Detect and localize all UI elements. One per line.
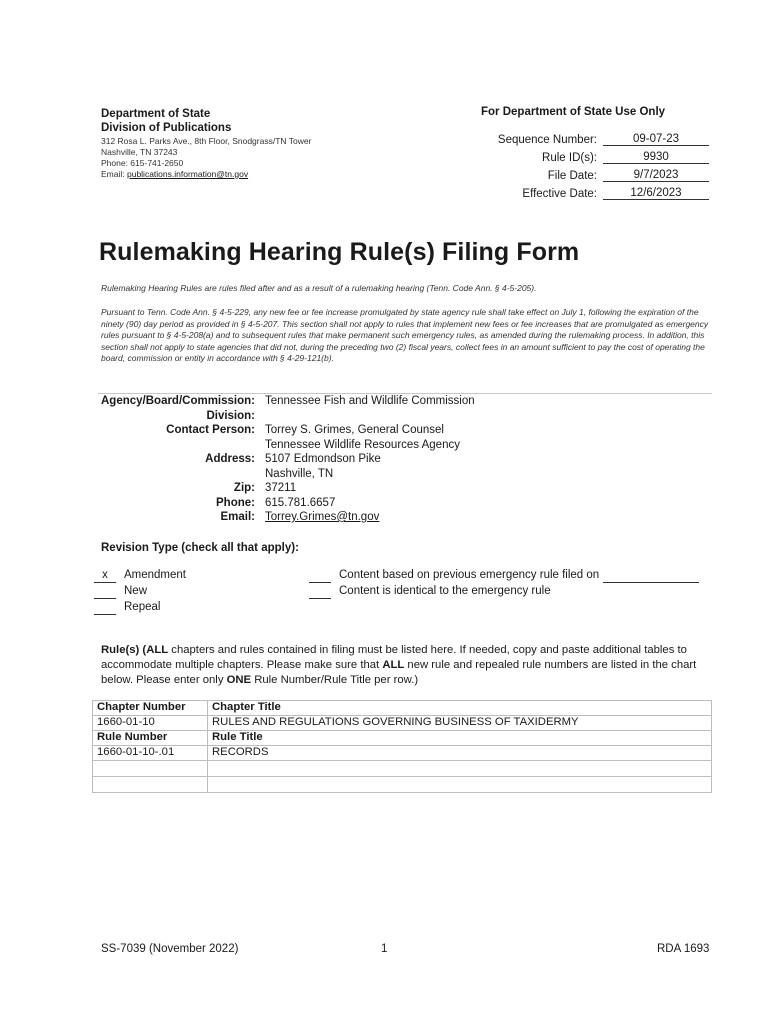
- email-label: Email:: [220, 511, 255, 523]
- address-label: Address:: [205, 453, 255, 465]
- publisher-address: [101, 136, 311, 180]
- phone-line: Phone: 615-741-2650: [101, 158, 184, 168]
- rule-number-cell: 1660-01-10-.01: [93, 746, 208, 761]
- division-row: [98, 409, 712, 424]
- revision-type-heading: Revision Type (check all that apply):: [101, 542, 299, 554]
- field-label: File Date:: [547, 170, 597, 182]
- table-row: [93, 746, 712, 761]
- address-row: [98, 452, 712, 467]
- emergency-identical-option[interactable]: [309, 583, 699, 599]
- effective-date-row: [480, 182, 710, 200]
- state-use-only-heading: For Department of State Use Only: [481, 106, 666, 118]
- email-row: [98, 510, 712, 525]
- phone-label: Phone:: [216, 496, 255, 509]
- chapter-title-header: Chapter Title: [208, 701, 712, 716]
- state-use-fields: [480, 128, 710, 200]
- contact-value: Torrey S. Grimes, General Counsel: [265, 424, 444, 436]
- field-label: Effective Date:: [522, 188, 597, 200]
- publisher-block: [101, 107, 231, 135]
- chapter-number-header: Chapter Number: [93, 701, 208, 716]
- emergency-based-option[interactable]: [309, 567, 699, 583]
- city-line: Nashville, TN 37243: [101, 147, 178, 157]
- chapter-number-cell: 1660-01-10: [93, 716, 208, 731]
- empty-cell: [208, 777, 712, 793]
- empty-cell: [93, 777, 208, 793]
- rules-heading: Rule(s) (: [101, 644, 147, 656]
- repeal-checkbox[interactable]: [94, 601, 116, 615]
- emphasis-all: ALL: [382, 659, 405, 671]
- new-checkbox[interactable]: [94, 585, 116, 599]
- sequence-number-value: 09-07-23: [603, 133, 709, 146]
- amendment-option[interactable]: [94, 567, 186, 583]
- rule-id-value: 9930: [603, 151, 709, 164]
- department-name: Department of State: [101, 108, 211, 120]
- revision-right-options: [309, 567, 699, 599]
- agency-row: [98, 394, 712, 409]
- city-value: Nashville, TN: [265, 467, 334, 480]
- email-label: Email:: [101, 169, 127, 179]
- zip-row: [98, 481, 712, 496]
- table-row: [93, 731, 712, 746]
- amendment-checkbox[interactable]: x: [94, 569, 116, 583]
- table-row: [93, 761, 712, 777]
- address-value: 5107 Edmondson Pike: [265, 453, 381, 465]
- file-date-row: [480, 164, 710, 182]
- empty-label: [98, 438, 265, 453]
- rules-table: [92, 700, 712, 793]
- new-option[interactable]: [94, 583, 186, 599]
- division-label: Division:: [206, 409, 255, 422]
- city-row: [98, 467, 712, 482]
- chapter-title-cell: RULES AND REGULATIONS GOVERNING BUSINESS OF TAXIDERMY: [208, 716, 712, 731]
- address-line: 312 Rosa L. Parks Ave., 8th Floor, Snodgrass/TN Tower: [101, 136, 312, 146]
- division-name: Division of Publications: [101, 122, 232, 134]
- form-subtitle: Rulemaking Hearing Rules are rules filed after and as a result of a rulemaking hearing (Tenn. Code Ann. § 4-5-205).: [101, 283, 537, 293]
- contact-row: [98, 423, 712, 438]
- repeal-option[interactable]: [94, 599, 186, 615]
- agency-value: Tennessee Fish and Wildlife Commission: [265, 395, 475, 407]
- field-label: Rule ID(s):: [542, 152, 597, 164]
- agency-label: Agency/Board/Commission:: [101, 395, 255, 407]
- empty-label: [98, 467, 265, 482]
- effective-date-value: 12/6/2023: [603, 187, 709, 200]
- contact-org-value: Tennessee Wildlife Resources Agency: [265, 438, 460, 451]
- zip-value: 37211: [265, 482, 297, 494]
- rule-id-row: [480, 146, 710, 164]
- emergency-identical-checkbox[interactable]: [309, 585, 331, 599]
- phone-row: [98, 496, 712, 511]
- phone-value: 615.781.6657: [265, 496, 336, 509]
- instruction-text: Rule Number/Rule Title per row.): [251, 674, 419, 686]
- emphasis-one: ONE: [226, 674, 252, 686]
- rule-title-header: Rule Title: [208, 731, 712, 746]
- emergency-based-checkbox[interactable]: [309, 569, 331, 583]
- publisher-email-link[interactable]: publications.information@tn.gov: [126, 169, 249, 179]
- file-date-value: 9/7/2023: [603, 169, 709, 182]
- rda-number: RDA 1693: [657, 943, 710, 955]
- empty-cell: [93, 761, 208, 777]
- instruction-text: chapters and rules contained in filing must be listed here. If needed, copy and paste additional tables to accommodate multiple chapters. Please make sure that: [101, 644, 687, 671]
- fee-notice-paragraph: Pursuant to Tenn. Code Ann. § 4-5-229, any new fee or fee increase promulgated by state agency rule shall take effect on July 1, following the expiration of the ninety (90) day period as provided in § 4-5-207. This section shall not apply to rules that implement new fees or fee increases that are promulgated as emergency rules pursuant to § 4-5-208(a) and to subsequent rules that make permanent such emergency rules, as amended during the rulemaking process. In addition, this section shall not apply to state agencies that did not, during the preceding two (2) fiscal years, collect fees in an amount sufficient to pay the cost of operating the board, commission or entity in accordance with § 4-29-121(b).: [101, 307, 709, 364]
- revision-left-options: [94, 567, 186, 615]
- instruction-text: new rule and repealed rule numbers are listed in the chart below. Please enter only: [101, 659, 697, 686]
- table-row: [93, 716, 712, 731]
- agency-info-block: [98, 393, 712, 525]
- option-label: New: [124, 585, 148, 597]
- contact-email-link[interactable]: Torrey.Grimes@tn.gov: [265, 511, 380, 523]
- page-number: 1: [381, 943, 388, 955]
- contact-label: Contact Person:: [166, 424, 255, 436]
- option-label: Content based on previous emergency rule filed on: [339, 569, 600, 581]
- division-value: [265, 409, 712, 424]
- contact-org-row: [98, 438, 712, 453]
- email-line: [101, 169, 311, 180]
- table-row: [93, 701, 712, 716]
- rule-number-header: Rule Number: [93, 731, 208, 746]
- emphasis-all: ALL: [146, 644, 169, 656]
- field-label: Sequence Number:: [497, 134, 597, 146]
- option-label: Repeal: [124, 601, 161, 613]
- zip-label: Zip:: [233, 482, 255, 494]
- option-label: Amendment: [124, 569, 187, 581]
- empty-cell: [208, 761, 712, 777]
- form-number: SS-7039 (November 2022): [101, 943, 239, 955]
- sequence-number-row: [480, 128, 710, 146]
- rule-title-cell: RECORDS: [208, 746, 712, 761]
- page-title: Rulemaking Hearing Rule(s) Filing Form: [99, 238, 580, 266]
- option-label: Content is identical to the emergency rule: [339, 585, 551, 597]
- emergency-date-field[interactable]: [603, 569, 699, 583]
- table-row: [93, 777, 712, 793]
- rules-instructions: [101, 643, 713, 688]
